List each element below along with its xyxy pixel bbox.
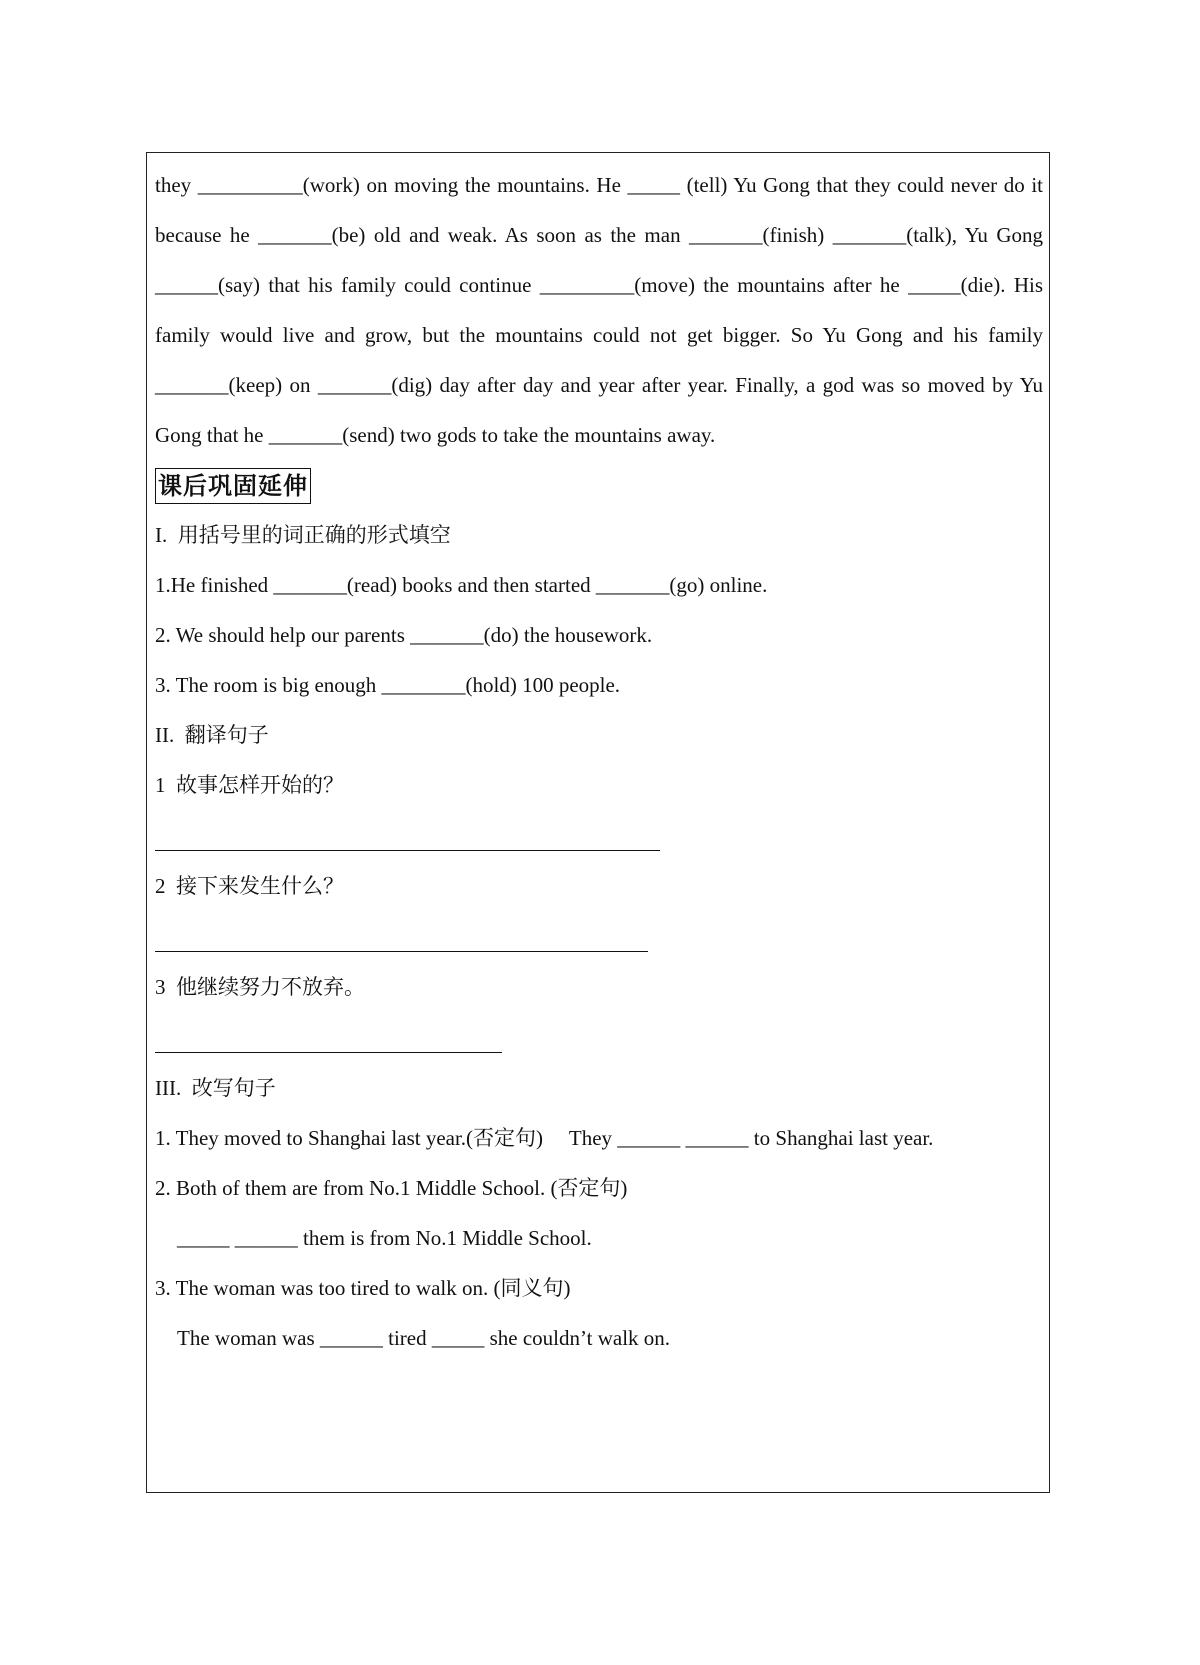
section-2-title: II. 翻译句子 (155, 723, 269, 747)
section-1-title: I. 用括号里的词正确的形式填空 (155, 523, 451, 547)
section-1-item-2: 2. We should help our parents _______(do) the housework. (155, 623, 653, 647)
section-1-item-3: 3. The room is big enough ________(hold) 100 people. (155, 673, 621, 697)
answer-line-3[interactable] (155, 1030, 502, 1053)
answer-line-2[interactable] (155, 929, 648, 952)
section-3-title: III. 改写句子 (155, 1076, 276, 1100)
story-passage: they __________(work) on moving the mountains. He _____ (tell) Yu Gong that they could never do it because he _______(be) old and weak. As soon as the man _______(finish) _______(talk), Yu Gong ______(say) that his family could continue _________(move) the mountains after he _____(die). His family would live and grow, but the mountains could not get bigger. So Yu Gong and his family _______(keep) on _______(dig) day after day and year after year. Finally, a god was so moved by Yu Gong that he _______(send) two gods to take the mountains away. (155, 173, 1043, 447)
section-1-item-1: 1.He finished _______(read) books and then started _______(go) online. (155, 573, 768, 597)
section-heading: 课后巩固延伸 (155, 468, 311, 504)
section-3-item-2: 2. Both of them are from No.1 Middle School. (否定句) (155, 1176, 628, 1200)
section-3-item-2-answer: _____ ______ them is from No.1 Middle School. (177, 1226, 592, 1250)
worksheet-content (155, 153, 1043, 1353)
worksheet-frame (146, 152, 1050, 1493)
section-2-item-3: 3 他继续努力不放弃。 (155, 975, 365, 999)
section-3-item-1: 1. They moved to Shanghai last year.(否定句) They ______ ______ to Shanghai last year. (155, 1126, 934, 1150)
section-2-item-1: 1 故事怎样开始的？ (155, 773, 344, 797)
section-3-item-3: 3. The woman was too tired to walk on. (同义句) (155, 1276, 571, 1300)
answer-line-1[interactable] (155, 828, 660, 851)
section-2-item-2: 2 接下来发生什么？ (155, 874, 344, 898)
section-3-item-3-answer: The woman was ______ tired _____ she couldn’t walk on. (177, 1326, 671, 1350)
